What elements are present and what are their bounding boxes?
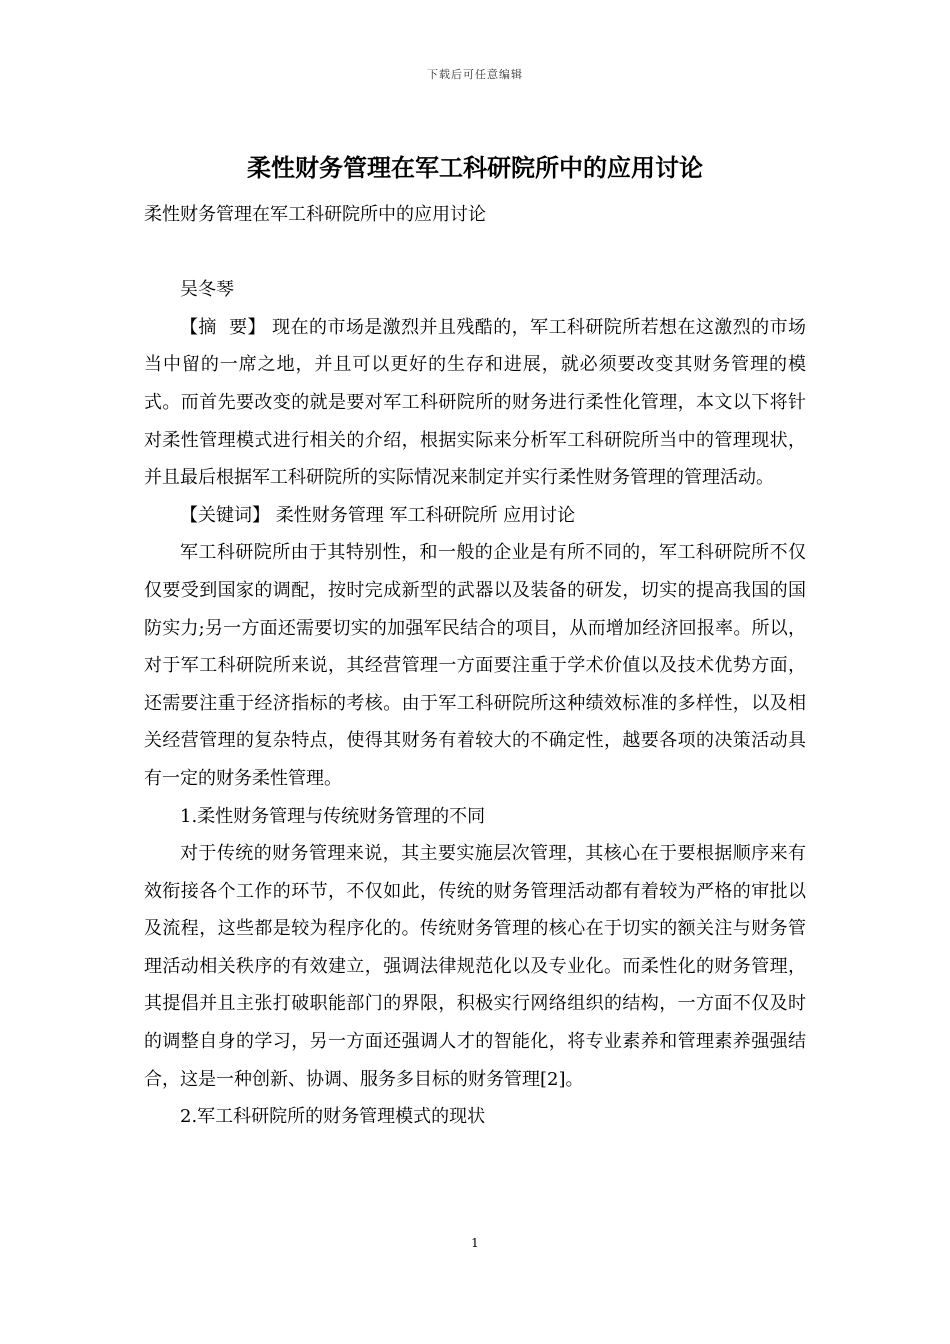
document-title: 柔性财务管理在军工科研院所中的应用讨论 (247, 153, 703, 182)
page-number: 1 (471, 1236, 479, 1250)
blank-line (144, 234, 806, 272)
keywords-label: 【关键词】 (180, 504, 270, 526)
section-2-heading: 2.军工科研院所的财务管理模式的现状 (180, 1106, 486, 1128)
keywords-paragraph (144, 497, 806, 535)
keywords-text: 柔性财务管理 军工科研院所 应用讨论 (270, 504, 576, 526)
body-paragraph-2: 对于传统的财务管理来说，其主要实施层次管理，其核心在于要根据顺序来有效衔接各个工作的环节，不仅如此，传统的财务管理活动都有着较为严格的审批以及流程，这些都是较为程序化的。传统财务管理的核心在于切实的额关注与财务管理活动相关秩序的有效建立，强调法律规范化以及专业化。而柔性化的财务管理，其提倡并且主张打破职能部门的界限，积极实行网络组织的结构，一方面不仅及时的调整自身的学习，另一方面还强调人才的智能化，将专业素养和管理素养强强结合，这是一种创新、协调、服务多目标的财务管理[2]。 (144, 843, 806, 1090)
document-subtitle: 柔性财务管理在军工科研院所中的应用讨论 (144, 204, 486, 225)
document-body (144, 196, 806, 1136)
author-name: 吴冬琴 (180, 279, 234, 301)
section-1-heading: 1.柔性财务管理与传统财务管理的不同 (180, 805, 486, 827)
abstract-paragraph (144, 309, 806, 497)
abstract-text: 现在的市场是激烈并且残酷的，军工科研院所若想在这激烈的市场当中留的一席之地，并且可以更好的生存和进展，就必须要改变其财务管理的模式。而首先要改变的就是要对军工科研院所的财务进行柔性化管理，本文以下将针对柔性管理模式进行相关的介绍，根据实际来分析军工科研院所当中的管理现状，并且最后根据军工科研院所的实际情况来制定并实行柔性财务管理的管理活动。 (144, 316, 807, 489)
abstract-label: 【摘 要】 (180, 316, 266, 338)
body-paragraph-1: 军工科研院所由于其特别性，和一般的企业是有所不同的，军工科研院所不仅仅要受到国家的调配，按时完成新型的武器以及装备的研发，切实的提高我国的国防实力;另一方面还需要切实的加强军民结合的项目，从而增加经济回报率。所以，对于军工科研院所来说，其经营管理一方面要注重于学术价值以及技术优势方面，还需要注重于经济指标的考核。由于军工科研院所这种绩效标准的多样性，以及相关经营管理的复杂特点，使得其财务有着较大的不确定性，越要各项的决策活动具有一定的财务柔性管理。 (144, 542, 806, 789)
page-header-note: 下载后可任意编辑 (427, 68, 523, 81)
